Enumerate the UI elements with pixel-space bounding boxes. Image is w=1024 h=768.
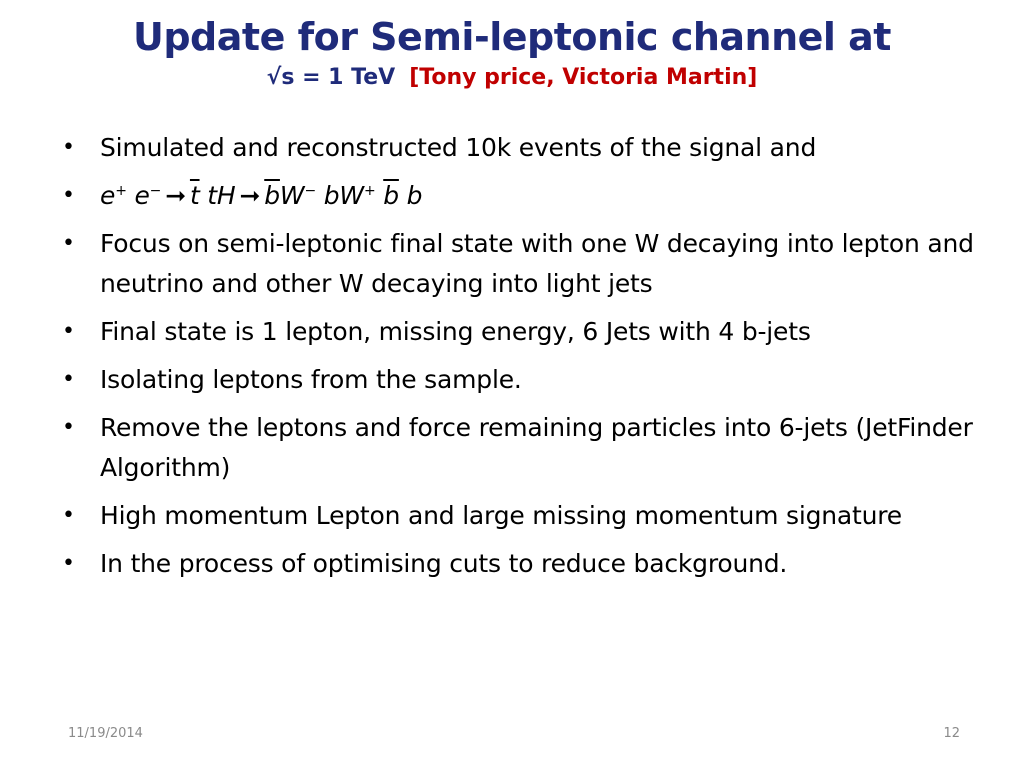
bullet-marker: • xyxy=(62,415,75,440)
bullet-item xyxy=(62,128,992,168)
bullet-item xyxy=(62,544,992,584)
formula-W: W xyxy=(279,181,305,210)
bullet-list xyxy=(62,128,992,592)
bullet-item xyxy=(62,496,992,536)
formula-minus: − xyxy=(149,183,162,199)
bullet-marker: • xyxy=(62,319,75,344)
arrow-icon: ➞ xyxy=(165,181,186,210)
bullet-marker: • xyxy=(62,135,75,160)
bullet-text: In the process of optimising cuts to reduce background. xyxy=(100,549,788,578)
arrow-icon: ➞ xyxy=(239,181,261,210)
decay-formula xyxy=(100,181,422,210)
formula-plus: + xyxy=(115,183,127,199)
slide-title-block xyxy=(0,12,1024,92)
formula-tH: tH xyxy=(207,181,236,210)
slide-subtitle xyxy=(0,64,1024,92)
formula-W: W xyxy=(339,181,364,210)
bullet-text: Remove the leptons and force remaining particles into 6-jets (JetFinder Algorithm) xyxy=(100,413,973,482)
bullet-text: Isolating leptons from the sample. xyxy=(100,365,522,394)
footer-date: 11/19/2014 xyxy=(68,726,143,741)
bullet-marker: • xyxy=(62,503,75,528)
bullet-item-formula xyxy=(62,176,992,216)
bullet-marker: • xyxy=(62,367,75,392)
formula-plus: + xyxy=(363,183,376,199)
page-number: 12 xyxy=(943,726,960,741)
bullet-marker: • xyxy=(62,551,75,576)
authors-label: [Tony price, Victoria Martin] xyxy=(409,65,758,90)
formula-b: b xyxy=(406,181,423,210)
formula-b: b xyxy=(323,181,340,210)
bullet-item xyxy=(62,312,992,352)
bullet-marker: • xyxy=(62,183,75,208)
slide-title: Update for Semi-leptonic channel at xyxy=(133,15,891,59)
bullet-item xyxy=(62,224,992,304)
bullet-text: Final state is 1 lepton, missing energy, 6 Jets with 4 b-jets xyxy=(100,317,811,346)
formula-e: e xyxy=(100,181,116,210)
bullet-item xyxy=(62,408,992,488)
formula-e: e xyxy=(134,181,150,210)
bullet-marker: • xyxy=(62,231,75,256)
formula-tbar: $\overline{t}$ xyxy=(189,181,200,210)
bullet-text: Focus on semi-leptonic final state with one W decaying into lepton and neutrino and other W decaying into light jets xyxy=(100,229,974,298)
bullet-text: Simulated and reconstructed 10k events of the signal and xyxy=(100,133,817,162)
formula-minus: − xyxy=(304,183,316,199)
formula-bbar: $\overline{b}$ xyxy=(383,181,399,210)
energy-label: √s = 1 TeV xyxy=(266,65,396,90)
formula-bbar: $\overline{b}$ xyxy=(264,181,280,210)
bullet-item xyxy=(62,360,992,400)
bullet-text: High momentum Lepton and large missing momentum signature xyxy=(100,501,902,530)
